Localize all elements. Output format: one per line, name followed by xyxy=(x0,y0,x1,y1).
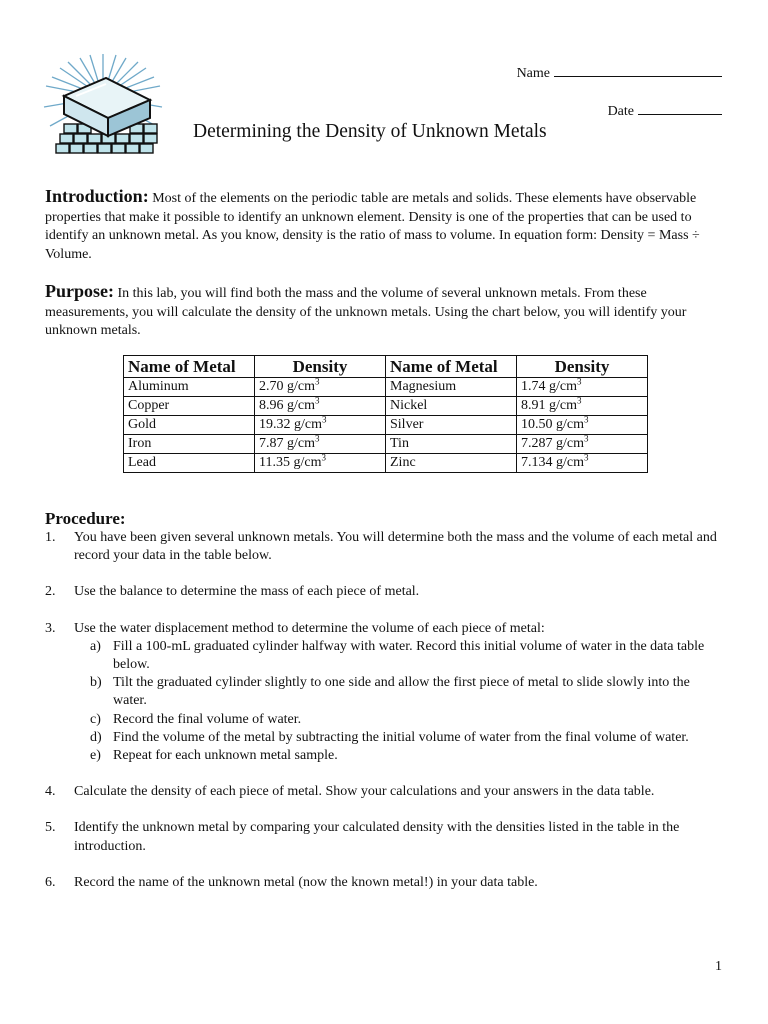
date-label: Date xyxy=(607,104,634,119)
metal-name-cell xyxy=(386,416,517,435)
metal-name-cell xyxy=(386,397,517,416)
step-number: 2. xyxy=(45,584,56,600)
step-number: 1. xyxy=(45,530,56,545)
metal-name: Magnesium xyxy=(390,379,457,394)
purpose-text: In this lab, you will find both the mass and the volume of several unknown metals. From these measurements, you will calculate the density of the unknown metals. Using the chart below, you will identify your unknown metals. xyxy=(45,286,687,338)
purpose-heading: Purpose: xyxy=(45,281,114,301)
procedure-step xyxy=(45,783,725,801)
table-row xyxy=(124,416,648,435)
sub-step xyxy=(74,711,725,729)
procedure-steps xyxy=(45,529,725,910)
metal-name: Iron xyxy=(128,436,152,451)
procedure-step xyxy=(45,819,725,855)
procedure-step xyxy=(45,583,725,601)
density-value: 7.287 xyxy=(521,436,553,451)
date-blank-line[interactable] xyxy=(638,102,722,115)
step-text: Identify the unknown metal by comparing your calculated density with the densities listed in the table in the introduction. xyxy=(74,820,680,854)
metal-name-cell xyxy=(386,378,517,397)
density-unit: g/cm xyxy=(294,417,322,432)
metal-name: Aluminum xyxy=(128,379,189,394)
density-value: 8.91 xyxy=(521,398,546,413)
density-value: 11.35 xyxy=(259,455,290,470)
procedure-step xyxy=(45,529,725,565)
density-cell xyxy=(517,435,648,454)
sub-step-text: Record the final volume of water. xyxy=(113,711,302,727)
density-value: 7.134 xyxy=(521,455,553,470)
column-header: Name of Metal xyxy=(124,356,255,378)
sub-step-letter: e) xyxy=(90,748,101,764)
purpose-section xyxy=(45,282,725,341)
date-field[interactable] xyxy=(608,102,722,120)
introduction-text: Most of the elements on the periodic table are metals and solids. These elements have observable properties that make it possible to identify an unknown element. Density is one of the properties that can be used to identify an unknown metal. As you know, density is the ratio of mass to volume. In equation form: Density = Mass ÷ Volume. xyxy=(45,191,700,262)
density-cell xyxy=(255,378,386,397)
unit-exponent: 3 xyxy=(322,414,327,425)
density-cell xyxy=(255,397,386,416)
column-header: Name of Metal xyxy=(386,356,517,378)
density-cell xyxy=(517,416,648,435)
procedure-step xyxy=(45,620,725,766)
unit-exponent: 3 xyxy=(321,452,326,463)
density-cell xyxy=(255,435,386,454)
density-value: 2.70 xyxy=(259,379,284,394)
table-row xyxy=(124,454,648,473)
step-text: You have been given several unknown metals. You will determine both the mass and the volume of each metal and record your data in the table below. xyxy=(74,530,717,564)
unit-exponent: 3 xyxy=(584,414,589,425)
density-unit: g/cm xyxy=(287,379,315,394)
unit-exponent: 3 xyxy=(577,376,582,387)
table-header-row xyxy=(124,356,648,378)
metal-name: Gold xyxy=(128,417,156,432)
metal-name-cell xyxy=(124,416,255,435)
density-value: 19.32 xyxy=(259,417,291,432)
metal-name: Copper xyxy=(128,398,170,413)
step-text: Use the balance to determine the mass of each piece of metal. xyxy=(74,584,420,600)
sub-step-text: Fill a 100-mL graduated cylinder halfway with water. Record this initial volume of water in the data table below. xyxy=(113,638,705,673)
metal-name: Silver xyxy=(390,417,424,432)
sub-step xyxy=(74,674,725,710)
metal-name: Lead xyxy=(128,455,156,470)
sub-step xyxy=(74,747,725,765)
sub-step-letter: a) xyxy=(90,638,101,654)
sub-step xyxy=(74,729,725,747)
step-text: Calculate the density of each piece of metal. Show your calculations and your answers in the data table. xyxy=(74,784,655,800)
name-field[interactable] xyxy=(517,64,722,82)
introduction-section xyxy=(45,187,725,264)
metal-ingot-stack-icon xyxy=(40,52,166,164)
sub-step xyxy=(74,638,725,674)
metal-name-cell xyxy=(124,435,255,454)
table-row xyxy=(124,435,648,454)
procedure-step xyxy=(45,874,725,892)
unit-exponent: 3 xyxy=(315,376,320,387)
page-title: Determining the Density of Unknown Metals xyxy=(193,121,547,142)
name-label: Name xyxy=(516,66,550,81)
sub-steps xyxy=(74,638,725,765)
introduction-heading: Introduction: xyxy=(45,186,149,206)
step-number: 5. xyxy=(45,820,56,836)
density-cell xyxy=(517,454,648,473)
sub-step-letter: c) xyxy=(90,711,101,727)
unit-exponent: 3 xyxy=(584,452,589,463)
density-unit: g/cm xyxy=(549,379,577,394)
density-unit: g/cm xyxy=(549,398,577,413)
step-number: 6. xyxy=(45,874,56,890)
metal-name: Zinc xyxy=(390,455,416,470)
sub-step-text: Tilt the graduated cylinder slightly to one side and allow the first piece of metal to slide slowly into the water. xyxy=(113,675,690,709)
table-row xyxy=(124,397,648,416)
step-number: 3. xyxy=(45,620,56,636)
column-header: Density xyxy=(255,356,386,378)
metal-name-cell xyxy=(124,378,255,397)
density-unit: g/cm xyxy=(293,455,322,470)
density-value: 8.96 xyxy=(259,398,284,413)
density-cell xyxy=(517,397,648,416)
table-row xyxy=(124,378,648,397)
procedure-heading: Procedure: xyxy=(45,509,126,528)
metal-name: Tin xyxy=(390,436,409,451)
metal-name-cell xyxy=(386,435,517,454)
density-reference-table xyxy=(123,355,648,473)
density-cell xyxy=(255,416,386,435)
sub-step-text: Repeat for each unknown metal sample. xyxy=(113,748,338,764)
metal-name-cell xyxy=(124,397,255,416)
density-cell xyxy=(255,454,386,473)
step-text: Use the water displacement method to determine the volume of each piece of metal: xyxy=(74,620,545,636)
step-text: Record the name of the unknown metal (now the known metal!) in your data table. xyxy=(74,874,538,890)
unit-exponent: 3 xyxy=(315,395,320,406)
sub-step-text: Find the volume of the metal by subtracting the initial volume of water from the final volume of water. xyxy=(113,729,689,745)
density-unit: g/cm xyxy=(287,436,315,451)
unit-exponent: 3 xyxy=(584,433,589,444)
metal-name-cell xyxy=(124,454,255,473)
density-cell xyxy=(517,378,648,397)
metal-name-cell xyxy=(386,454,517,473)
page-number: 1 xyxy=(715,959,722,974)
unit-exponent: 3 xyxy=(315,433,320,444)
density-unit: g/cm xyxy=(556,436,584,451)
density-unit: g/cm xyxy=(556,417,584,432)
column-header: Density xyxy=(517,356,648,378)
density-value: 7.87 xyxy=(259,436,284,451)
name-blank-line[interactable] xyxy=(554,64,722,77)
density-value: 10.50 xyxy=(521,417,553,432)
density-unit: g/cm xyxy=(556,455,584,470)
sub-step-letter: b) xyxy=(90,675,102,691)
sub-step-letter: d) xyxy=(90,729,102,745)
density-value: 1.74 xyxy=(521,379,546,394)
metal-name: Nickel xyxy=(390,398,428,413)
unit-exponent: 3 xyxy=(577,395,582,406)
density-unit: g/cm xyxy=(287,398,315,413)
step-number: 4. xyxy=(45,784,56,800)
